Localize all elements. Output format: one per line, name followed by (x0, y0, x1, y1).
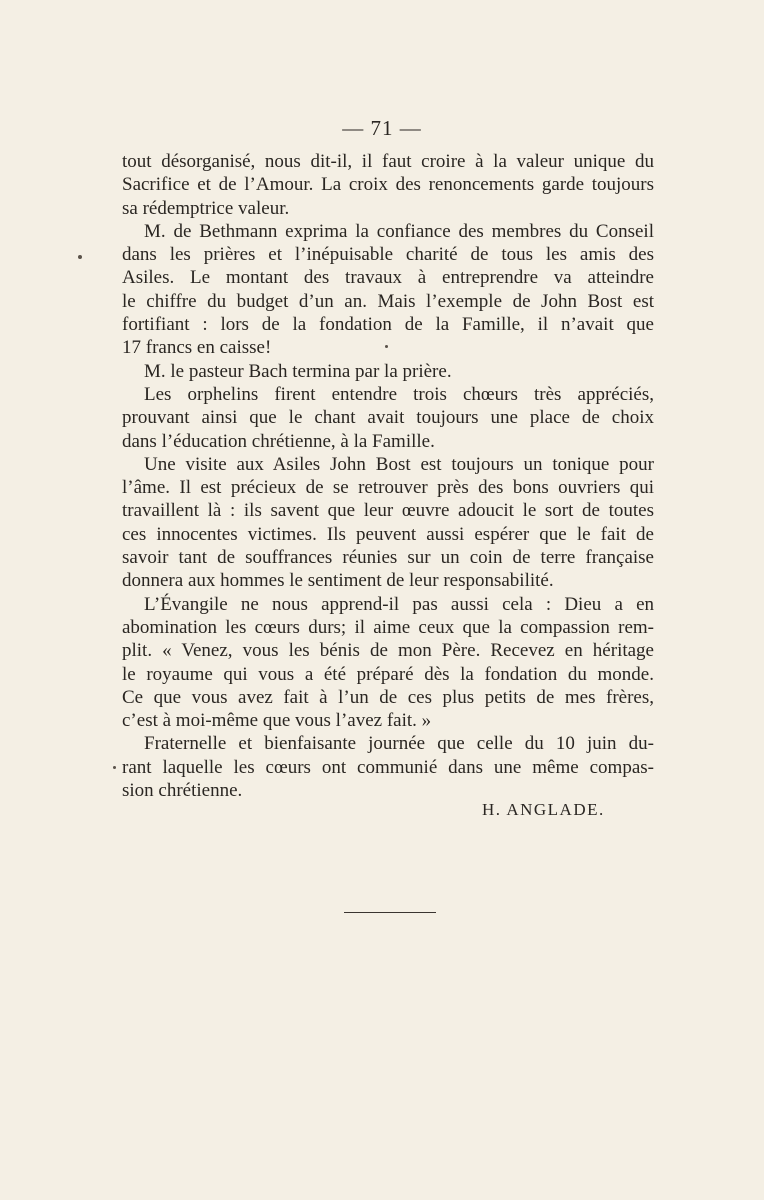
text-line: Sacrifice et de l’Amour. La croix des renoncements garde toujours (122, 174, 654, 196)
body-text (122, 150, 654, 802)
text-line: l’âme. Il est précieux de se retrouver près des bons ouvriers qui (122, 477, 654, 499)
author-signature: H. ANGLADE. (482, 800, 605, 819)
text-line: savoir tant de souffrances réunies sur un coin de terre française (122, 547, 654, 569)
text-line: M. de Bethmann exprima la confiance des membres du Conseil (144, 220, 654, 242)
text-line: fortifiant : lors de la fondation de la Famille, il n’avait que (122, 314, 654, 336)
text-line: le royaume qui vous a été préparé dès la fondation du monde. (122, 663, 654, 685)
text-line: rant laquelle les cœurs ont communié dans une même compas- (122, 756, 654, 778)
page-number: — 71 — (342, 116, 422, 140)
text-line: M. le pasteur Bach termina par la prière. (144, 360, 452, 382)
text-line: plit. « Venez, vous les bénis de mon Père. Recevez en héritage (122, 640, 654, 662)
text-line: Fraternelle et bienfaisante journée que celle du 10 juin du- (144, 733, 654, 755)
paper-speck (385, 345, 388, 348)
text-line: sa rédemptrice valeur. (122, 197, 290, 219)
text-line: 17 francs en caisse! (122, 337, 272, 359)
paper-speck (113, 766, 116, 769)
text-line: tout désorganisé, nous dit-il, il faut croire à la valeur unique du (122, 151, 654, 172)
text-line: ces innocentes victimes. Ils peuvent aussi espérer que le fait de (122, 523, 654, 545)
text-line: abomination les cœurs durs; il aime ceux que la compassion rem- (122, 616, 654, 638)
text-line: Ce que vous avez fait à l’un de ces plus petits de mes frères, (122, 686, 654, 708)
text-line: dans les prières et l’inépuisable charité de tous les amis des (122, 244, 654, 266)
text-line: L’Évangile ne nous apprend-il pas aussi cela : Dieu a en (144, 593, 654, 615)
text-line: c’est à moi-même que vous l’avez fait. » (122, 710, 432, 732)
text-line: sion chrétienne. (122, 780, 243, 802)
text-line: le chiffre du budget d’un an. Mais l’exemple de John Bost est (122, 290, 654, 312)
paper-speck (78, 255, 82, 259)
text-line: travaillent là : ils savent que leur œuvre adoucit le sort de toutes (122, 500, 654, 522)
section-divider (344, 912, 436, 913)
text-line: Asiles. Le montant des travaux à entreprendre va atteindre (122, 267, 654, 289)
text-line: prouvant ainsi que le chant avait toujours une place de choix (122, 407, 654, 429)
text-line: Les orphelins firent entendre trois chœurs très appréciés, (144, 383, 654, 405)
text-line: dans l’éducation chrétienne, à la Famille. (122, 430, 435, 452)
text-line: donnera aux hommes le sentiment de leur responsabilité. (122, 570, 554, 592)
text-line: Une visite aux Asiles John Bost est toujours un tonique pour (144, 453, 654, 475)
